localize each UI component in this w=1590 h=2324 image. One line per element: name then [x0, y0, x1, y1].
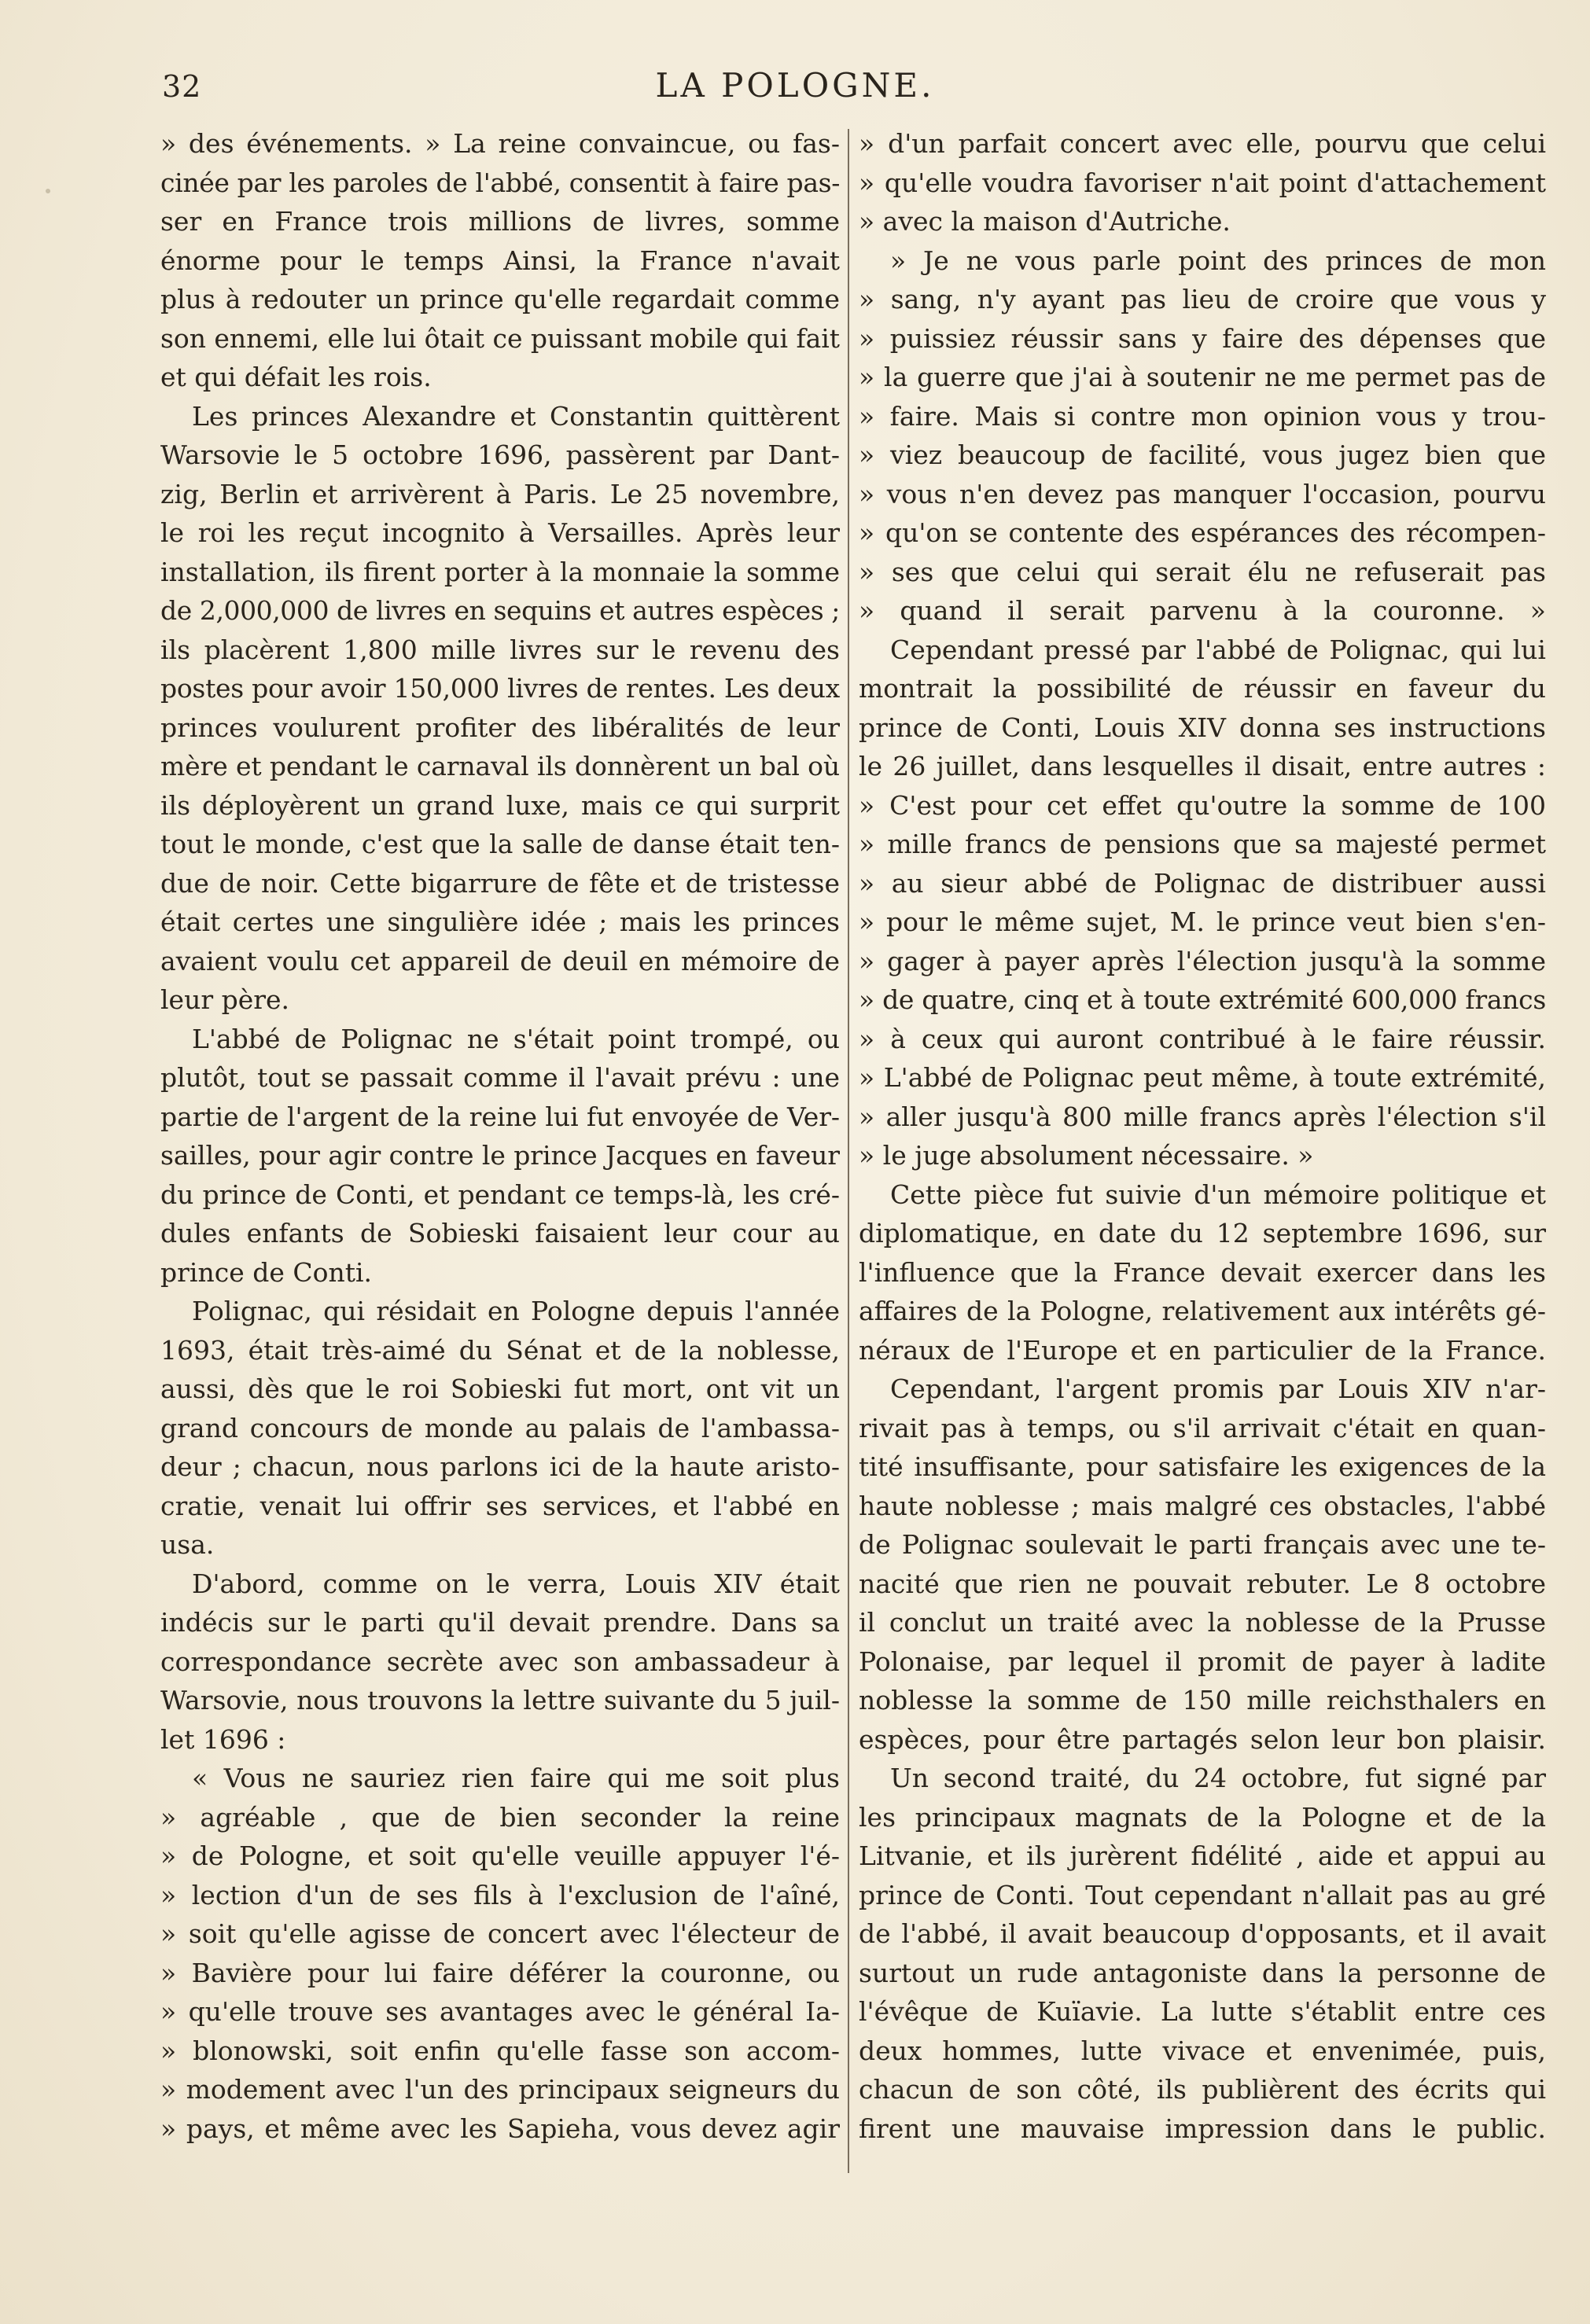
text-line: plus à redouter un prince qu'elle regardait comme	[160, 284, 840, 314]
text-line: » blonowski, soit enfin qu'elle fasse son accom-	[160, 2035, 840, 2066]
text-line: ils placèrent 1,800 mille livres sur le revenu des	[160, 634, 840, 665]
text-line: » modement avec l'un des principaux seigneurs du	[160, 2074, 840, 2105]
text-line: prince de Conti.	[160, 1256, 373, 1288]
text-line: néraux de l'Europe et en particulier de la France.	[859, 1334, 1546, 1366]
text-line: let 1696 :	[160, 1723, 286, 1755]
text-line: haute noblesse ; mais malgré ces obstacles, l'abbé	[859, 1490, 1546, 1521]
text-line: » sang, n'y ayant pas lieu de croire que vous y	[859, 284, 1546, 314]
text-line: » gager à payer après l'élection jusqu'à la somme	[859, 945, 1546, 976]
text-line: affaires de la Pologne, relativement aux intérêts gé-	[859, 1296, 1546, 1326]
text-line: due de noir. Cette bigarrure de fête et de tristesse	[160, 867, 840, 899]
text-line: chacun de son côté, ils publièrent des écrits qui	[859, 2074, 1546, 2105]
text-line: Warsovie, nous trouvons la lettre suivante du 5 juil-	[160, 1685, 840, 1715]
text-line: » soit qu'elle agisse de concert avec l'électeur de	[160, 1918, 840, 1949]
text-line: Un second traité, du 24 octobre, fut signé par	[890, 1763, 1546, 1793]
text-line: l'évêque de Kuïavie. La lutte s'établit entre ces	[859, 1996, 1546, 2027]
text-line: de 2,000,000 de livres en sequins et autres espèces ;	[160, 595, 840, 626]
text-line: » quand il serait parvenu à la couronne. »	[859, 595, 1546, 626]
text-line: » Bavière pour lui faire déférer la couronne, ou	[160, 1957, 840, 1988]
text-line: aussi, dès que le roi Sobieski fut mort, ont vit un	[160, 1373, 840, 1404]
text-line: l'influence que la France devait exercer dans les	[859, 1256, 1546, 1288]
text-line: firent une mauvaise impression dans le public.	[859, 2113, 1546, 2144]
text-line: » L'abbé de Polignac peut même, à toute extrémité,	[859, 1062, 1546, 1093]
text-line: » qu'elle trouve ses avantages avec le général Ia-	[160, 1996, 840, 2027]
text-line: avaient voulu cet appareil de deuil en mémoire de	[160, 945, 840, 976]
text-line: » avec la maison d'Autriche.	[859, 206, 1231, 237]
text-line: diplomatique, en date du 12 septembre 1696, sur	[859, 1218, 1546, 1248]
text-line: » qu'elle voudra favoriser n'ait point d'attachement	[859, 167, 1546, 198]
text-line: Les princes Alexandre et Constantin quittèrent	[192, 400, 840, 432]
text-line: surtout un rude antagoniste dans la personne de	[859, 1957, 1546, 1988]
text-line: mère et pendant le carnaval ils donnèrent un bal où	[160, 751, 840, 781]
running-title: LA POLOGNE.	[655, 66, 935, 105]
text-line: grand concours de monde au palais de l'ambassa-	[160, 1412, 840, 1443]
text-line: » d'un parfait concert avec elle, pourvu que celui	[859, 128, 1546, 159]
text-line: zig, Berlin et arrivèrent à Paris. Le 25 novembre,	[160, 478, 840, 509]
text-line: cinée par les paroles de l'abbé, consentit à faire pas-	[160, 167, 840, 198]
text-line: prince de Conti, Louis XIV donna ses instructions	[859, 712, 1546, 743]
text-line: Cependant pressé par l'abbé de Polignac, qui lui	[890, 634, 1546, 665]
text-line: » de Pologne, et soit qu'elle veuille appuyer l'é-	[160, 1840, 840, 1871]
text-line: » Je ne vous parle point des princes de mon	[890, 245, 1546, 276]
text-line: tout le monde, c'est que la salle de danse était ten-	[160, 829, 840, 859]
text-line: Polignac, qui résidait en Pologne depuis l'année	[192, 1296, 840, 1326]
text-line: Litvanie, et ils jurèrent fidélité , aide et appui au	[859, 1840, 1546, 1871]
text-line: » la guerre que j'ai à soutenir ne me permet pas de	[859, 362, 1546, 392]
text-line: » C'est pour cet effet qu'outre la somme de 100	[859, 789, 1546, 821]
text-line: Cependant, l'argent promis par Louis XIV n'ar-	[890, 1373, 1546, 1404]
text-line: » pays, et même avec les Sapieha, vous devez agir	[160, 2113, 840, 2144]
left-column	[160, 124, 840, 2148]
text-line: de Polignac soulevait le parti français avec une te-	[859, 1529, 1546, 1560]
text-line: sailles, pour agir contre le prince Jacques en faveur	[160, 1140, 840, 1171]
text-line: dules enfants de Sobieski faisaient leur cour au	[160, 1218, 840, 1248]
text-line: postes pour avoir 150,000 livres de rentes. Les deux	[160, 673, 840, 704]
text-line: » ses que celui qui serait élu ne refuserait pas	[859, 556, 1546, 587]
text-line: installation, ils firent porter à la monnaie la somme	[160, 556, 840, 587]
text-line: nacité que rien ne pouvait rebuter. Le 8 octobre	[859, 1568, 1546, 1599]
text-line: » agréable , que de bien seconder la reine	[160, 1801, 840, 1833]
paper-stain	[46, 189, 50, 193]
text-line: ils déployèrent un grand luxe, mais ce qui surprit	[160, 789, 840, 821]
text-line: » pour le même sujet, M. le prince veut bien s'en-	[859, 906, 1546, 937]
text-line: Polonaise, par lequel il promit de payer à ladite	[859, 1646, 1546, 1677]
text-line: partie de l'argent de la reine lui fut envoyée de Ver-	[160, 1101, 840, 1132]
text-line: Warsovie le 5 octobre 1696, passèrent par Dant-	[160, 439, 840, 470]
text-line: était certes une singulière idée ; mais les princes	[160, 906, 840, 937]
text-line: montrait la possibilité de réussir en faveur du	[859, 673, 1546, 704]
text-line: rivait pas à temps, ou s'il arrivait c'était en quan-	[859, 1412, 1546, 1443]
text-line: leur père.	[160, 984, 290, 1015]
text-line: le 26 juillet, dans lesquelles il disait, entre autres :	[859, 751, 1546, 781]
text-line: » le juge absolument nécessaire. »	[859, 1140, 1314, 1171]
text-line: prince de Conti. Tout cependant n'allait pas au gré	[859, 1879, 1546, 1910]
text-line: » des événements. » La reine convaincue, ou fas-	[160, 128, 840, 159]
text-line: indécis sur le parti qu'il devait prendre. Dans sa	[160, 1607, 840, 1638]
text-line: cratie, venait lui offrir ses services, et l'abbé en	[160, 1490, 840, 1521]
text-line: énorme pour le temps Ainsi, la France n'avait	[160, 245, 840, 276]
text-line: le roi les reçut incognito à Versailles. Après leur	[160, 517, 840, 548]
text-line: deur ; chacun, nous parlons ici de la haute aristo-	[160, 1451, 840, 1482]
text-line: princes voulurent profiter des libéralités de leur	[160, 712, 840, 743]
text-line: » aller jusqu'à 800 mille francs après l'élection s'il	[859, 1101, 1546, 1132]
text-line: D'abord, comme on le verra, Louis XIV était	[192, 1568, 840, 1599]
text-line: tité insuffisante, pour satisfaire les exigences de la	[859, 1451, 1546, 1482]
text-line: » au sieur abbé de Polignac de distribuer aussi	[859, 867, 1546, 899]
text-line: de l'abbé, il avait beaucoup d'opposants, et il avait	[859, 1918, 1546, 1949]
text-line: 1693, était très-aimé du Sénat et de la noblesse,	[160, 1334, 840, 1366]
text-line: » lection d'un de ses fils à l'exclusion de l'aîné,	[160, 1879, 840, 1910]
right-column	[859, 124, 1546, 2148]
text-line: » vous n'en devez pas manquer l'occasion, pourvu	[859, 478, 1546, 509]
page-number: 32	[162, 69, 202, 104]
text-line: plutôt, tout se passait comme il l'avait prévu : une	[160, 1062, 840, 1093]
text-line: du prince de Conti, et pendant ce temps-là, les cré-	[160, 1179, 840, 1210]
text-line: correspondance secrète avec son ambassadeur à	[160, 1646, 840, 1677]
text-line: espèces, pour être partagés selon leur bon plaisir.	[859, 1723, 1546, 1755]
text-line: et qui défait les rois.	[160, 362, 432, 392]
text-line: » faire. Mais si contre mon opinion vous y trou-	[859, 400, 1546, 432]
text-line: noblesse la somme de 150 mille reichsthalers en	[859, 1685, 1546, 1715]
text-line: » à ceux qui auront contribué à le faire réussir.	[859, 1023, 1546, 1054]
text-line: » qu'on se contente des espérances des récompen-	[859, 517, 1546, 548]
text-line: » viez beaucoup de facilité, vous jugez bien que	[859, 439, 1546, 470]
text-line: il conclut un traité avec la noblesse de la Prusse	[859, 1607, 1546, 1638]
text-line: » de quatre, cinq et à toute extrémité 600,000 francs	[859, 984, 1546, 1015]
text-line: son ennemi, elle lui ôtait ce puissant mobile qui fait	[160, 322, 840, 354]
text-line: les principaux magnats de la Pologne et de la	[859, 1801, 1546, 1833]
column-divider	[848, 129, 849, 2173]
text-line: » mille francs de pensions que sa majesté permet	[859, 829, 1546, 859]
text-line: ser en France trois millions de livres, somme	[160, 206, 840, 237]
text-line: « Vous ne sauriez rien faire qui me soit plus	[192, 1763, 840, 1793]
text-line: usa.	[160, 1529, 215, 1560]
text-line: » puissiez réussir sans y faire des dépenses que	[859, 322, 1546, 354]
text-line: deux hommes, lutte vivace et envenimée, puis,	[859, 2035, 1546, 2066]
text-line: L'abbé de Polignac ne s'était point trompé, ou	[192, 1023, 840, 1054]
text-line: Cette pièce fut suivie d'un mémoire politique et	[890, 1179, 1546, 1210]
